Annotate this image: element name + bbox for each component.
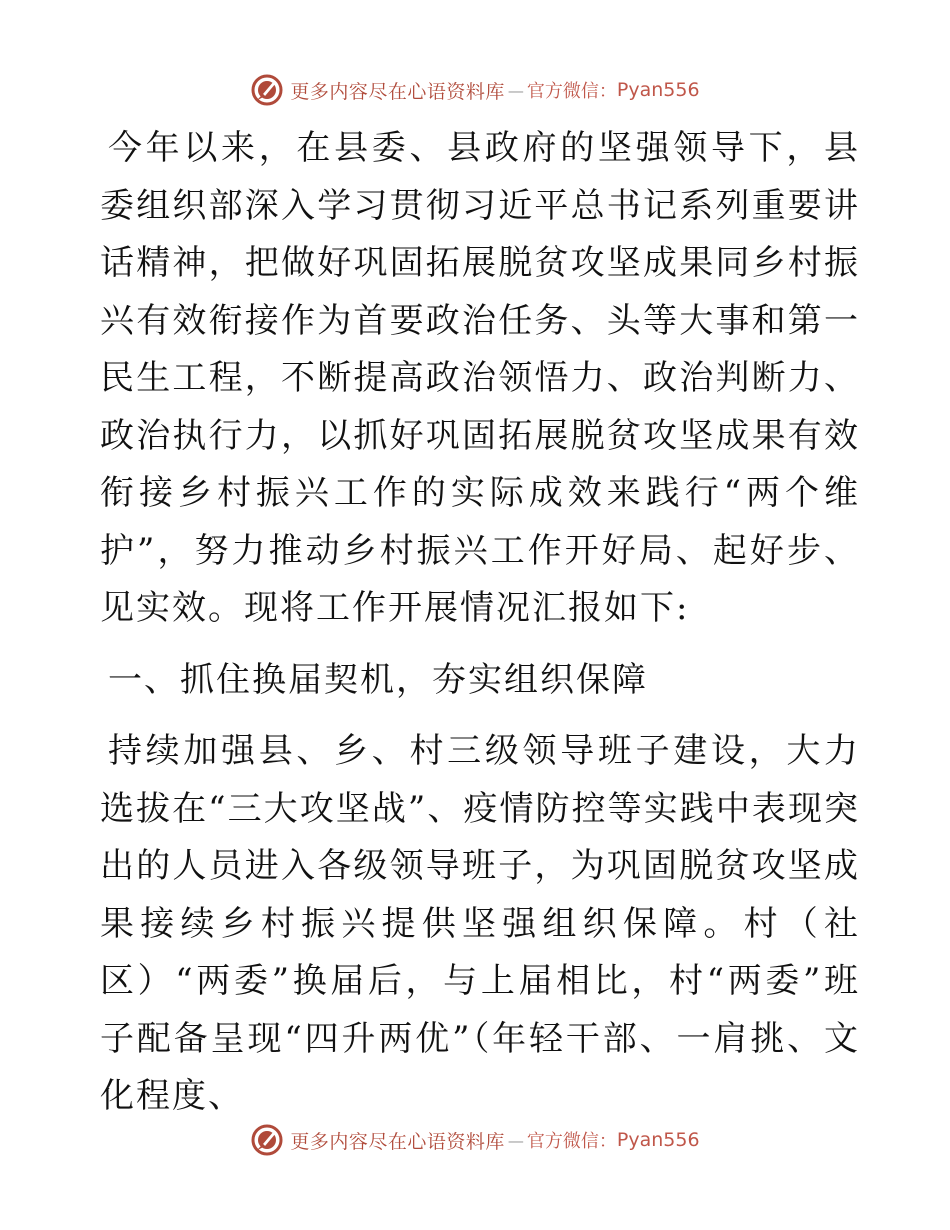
watermark-wechat-id: Pyan556 <box>616 79 700 101</box>
watermark-title: 更多内容尽在心语资料库 <box>290 80 505 103</box>
pen-logo-icon <box>250 73 284 107</box>
watermark-wechat-label: 官方微信： <box>526 81 617 102</box>
pen-logo-icon <box>250 1123 284 1157</box>
watermark-wechat-label: 官方微信： <box>526 1131 617 1152</box>
watermark-dash: — <box>507 1130 524 1150</box>
watermark-dash: — <box>507 80 524 100</box>
document-body <box>100 120 860 1126</box>
body-paragraph: 今年以来，在县委、县政府的坚强领导下，县委组织部深入学习贯彻习近平总书记系列重要讲话精神，把做好巩固拓展脱贫攻坚成果同乡村振兴有效衔接作为首要政治任务、头等大事和第一民生工程，不断提高政治领悟力、政治判断力、政治执行力，以抓好巩固拓展脱贫攻坚成果有效衔接乡村振兴工作的实际成效来践行“两个维护”，努力推动乡村振兴工作开好局、起好步、见实效。现将工作开展情况汇报如下: <box>100 128 860 628</box>
footer-watermark <box>0 1120 950 1160</box>
header-watermark <box>0 70 950 110</box>
section-heading: 一、抓住换届契机，夯实组织保障 <box>108 659 648 700</box>
watermark-wechat-id: Pyan556 <box>616 1129 700 1151</box>
body-paragraph: 持续加强县、乡、村三级领导班子建设，大力选拔在“三大攻坚战”、疫情防控等实践中表现突出的人员进入各级领导班子，为巩固脱贫攻坚成果接续乡村振兴提供坚强组织保障。村（社区）“两委”换届后，与上届相比，村“两委”班子配备呈现“四升两优”（年轻干部、一肩挑、文化程度、 <box>100 731 860 1116</box>
watermark-title: 更多内容尽在心语资料库 <box>290 1130 505 1153</box>
